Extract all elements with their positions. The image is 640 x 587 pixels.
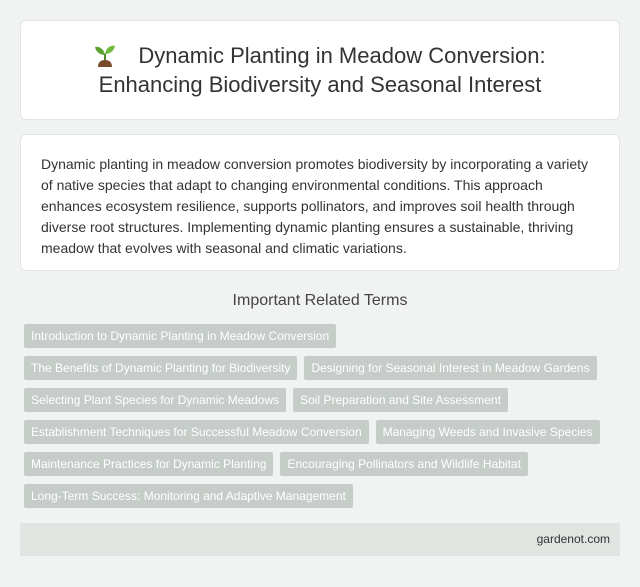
footer-site-link[interactable]: gardenot.com	[536, 532, 610, 546]
tag-row	[24, 484, 620, 508]
related-terms-heading: Important Related Terms	[232, 292, 408, 309]
tag-row	[24, 420, 620, 444]
related-term-tag[interactable]: Encouraging Pollinators and Wildlife Habitat	[280, 452, 527, 476]
footer	[20, 523, 620, 556]
related-term-tag[interactable]: Soil Preparation and Site Assessment	[293, 388, 508, 412]
related-term-tag[interactable]: Introduction to Dynamic Planting in Meadow Conversion	[24, 324, 336, 348]
related-term-tag[interactable]: Maintenance Practices for Dynamic Planting	[24, 452, 273, 476]
tag-row	[24, 452, 620, 476]
tag-row	[24, 356, 620, 380]
related-term-tag[interactable]: Designing for Seasonal Interest in Meadow Gardens	[304, 356, 596, 380]
tag-row	[24, 388, 620, 412]
related-term-tag[interactable]: The Benefits of Dynamic Planting for Biodiversity	[24, 356, 297, 380]
related-term-tag[interactable]: Managing Weeds and Invasive Species	[376, 420, 600, 444]
seedling-icon	[94, 43, 116, 67]
related-term-tag[interactable]: Selecting Plant Species for Dynamic Meadows	[24, 388, 286, 412]
description-text: Dynamic planting in meadow conversion promotes biodiversity by incorporating a variety of native species that adapt to changing environmental conditions. This approach enhances ecosystem resilience, supports pollinators, and improves soil health through diverse root structures. Implementing dynamic planting ensures a sustainable, thriving meadow that evolves with seasonal and climatic variations.	[41, 156, 589, 256]
tag-row	[24, 324, 620, 348]
title-card	[20, 20, 620, 120]
page-title-text: Dynamic Planting in Meadow Conversion: Enhancing Biodiversity and Seasonal Interest	[98, 43, 546, 97]
related-terms-list	[24, 324, 620, 516]
related-term-tag[interactable]: Long-Term Success: Monitoring and Adaptive Management	[24, 484, 353, 508]
description-card	[20, 134, 620, 271]
related-term-tag[interactable]: Establishment Techniques for Successful Meadow Conversion	[24, 420, 369, 444]
page-title	[40, 41, 600, 99]
